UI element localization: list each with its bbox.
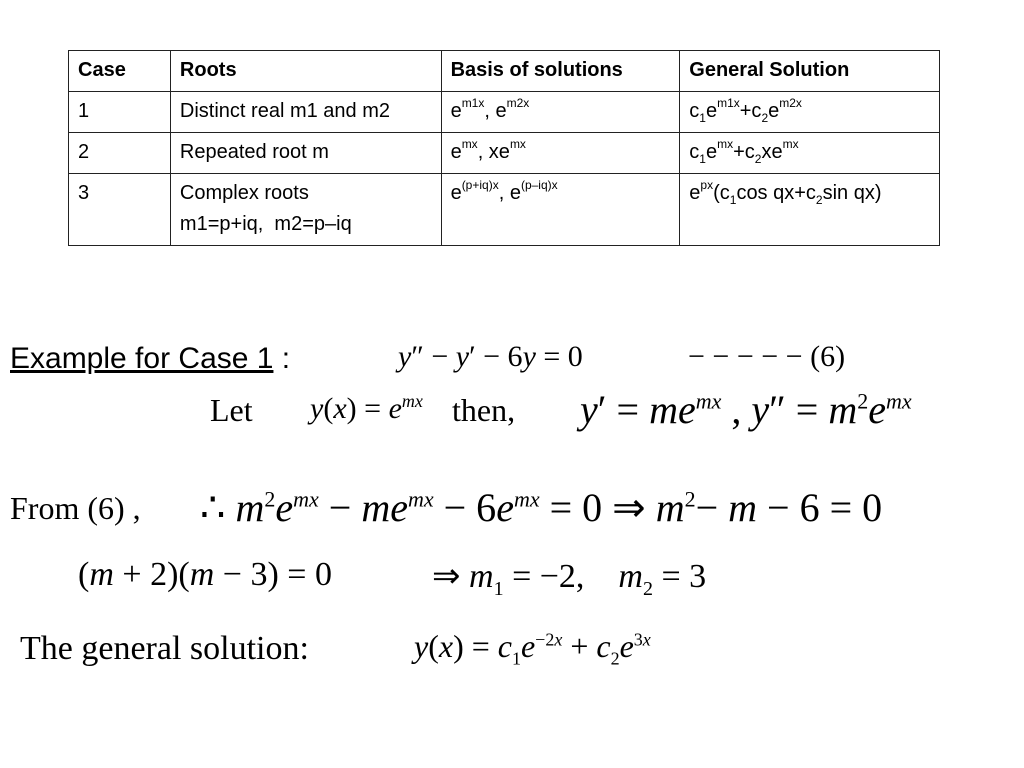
general-cell: $c_1e^{mx}+c_2xe^{mx}$ bbox=[680, 133, 940, 174]
then-word: then, bbox=[452, 392, 516, 428]
roots-result: ⇒ $m_1 = -2$, $m_2 = 3$ bbox=[432, 558, 707, 600]
trial-solution: $y(x) = e^{mx}$ bbox=[310, 391, 423, 425]
equation-tag: − − − − − (6) bbox=[688, 340, 846, 373]
general-cell: $c_1e^{m1x}+c_2e^{m2x}$ bbox=[680, 92, 940, 133]
roots-table bbox=[68, 50, 940, 246]
table-row bbox=[69, 174, 940, 246]
derivatives: $y' = me^{mx}$ , $y'' = m^2e^{mx}$ bbox=[580, 387, 912, 432]
header-general-solution: General Solution bbox=[680, 51, 940, 92]
factored-equation: (m + 2)(m − 3) = 0 bbox=[78, 556, 332, 593]
roots-description: Distinct real m1 and m2 bbox=[170, 92, 441, 133]
from-label: From (6) , bbox=[10, 490, 141, 526]
general-solution-equation: $y(x) = c_1e^{-2x} + c_2e^{3x}$ bbox=[414, 628, 651, 669]
table-header-row bbox=[69, 51, 940, 92]
general-solution-label: The general solution: bbox=[20, 630, 309, 667]
general-cell: $e^{px}(c_1\cos$ $qx+c_2\sin$ qx) bbox=[680, 174, 940, 246]
basis-cell: $e^{m1x}$, $e^{m2x}$ bbox=[441, 92, 680, 133]
case-number: 3 bbox=[69, 174, 171, 246]
roots-description: Repeated root m bbox=[170, 133, 441, 174]
case-number: 2 bbox=[69, 133, 171, 174]
example-heading: Example for Case 1 : bbox=[10, 342, 291, 375]
case-number: 1 bbox=[69, 92, 171, 133]
ode-equation: y″ − y′ − 6y = 0 bbox=[398, 340, 583, 373]
table-row bbox=[69, 133, 940, 174]
substituted-equation: ∴ $m^2e^{mx} - me^{mx} - 6e^{mx} = 0$ ⇒ $m^2- m - 6 = 0$ bbox=[200, 485, 883, 530]
header-roots: Roots bbox=[170, 51, 441, 92]
basis-cell: $e^{(p+iq)x}$, $e^{(p-iq)x}$ bbox=[441, 174, 680, 246]
let-word: Let bbox=[210, 392, 253, 428]
header-case: Case bbox=[69, 51, 171, 92]
roots-description: Complex roots m1=p+iq, m2=p–iq bbox=[170, 174, 441, 246]
table-row bbox=[69, 92, 940, 133]
header-basis: Basis of solutions bbox=[441, 51, 680, 92]
basis-cell: $e^{mx}$, $xe^{mx}$ bbox=[441, 133, 680, 174]
